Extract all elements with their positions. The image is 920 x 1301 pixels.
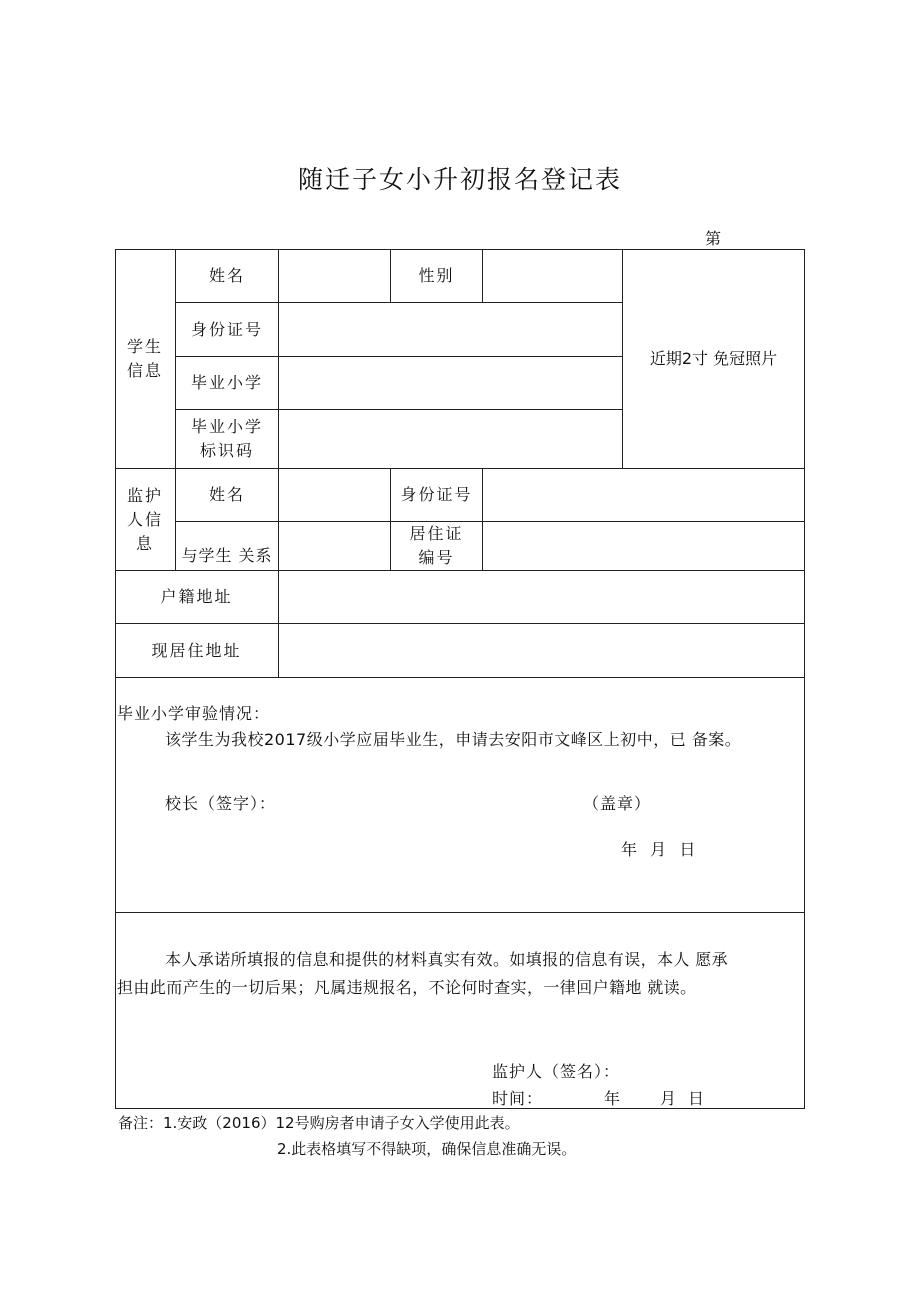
- guardian-section-label: 监护人信息: [126, 485, 163, 553]
- guardian-name-label: 姓名: [208, 485, 245, 504]
- pledge-line2: 担由此而产生的一切后果；凡属违规报名，不论何时查实，一律回户籍地 就读。: [117, 978, 697, 997]
- school-label: 毕业小学: [190, 373, 263, 392]
- student-gender-field[interactable]: [483, 250, 622, 302]
- student-name-label: 姓名: [208, 265, 245, 285]
- seal-label: （盖章）: [583, 794, 652, 813]
- pledge-day-label: 日: [688, 1089, 706, 1108]
- student-gender-label: 性别: [418, 265, 455, 285]
- relation-label: 与学生 关系: [181, 546, 273, 565]
- principal-signature-label: 校长（签字）：: [165, 794, 277, 813]
- school-field[interactable]: [279, 357, 622, 409]
- guardian-id-field[interactable]: [483, 469, 804, 521]
- serial-number-label: 第: [705, 229, 722, 248]
- pledge-year-label: 年: [604, 1089, 622, 1108]
- hukou-address-field[interactable]: [279, 571, 804, 623]
- rule-address-end: [115, 677, 805, 678]
- note-line2: 2.此表格填写不得缺项，确保信息准确无误。: [277, 1140, 577, 1158]
- form-title: 随迁子女小升初报名登记表: [297, 165, 622, 194]
- note-line1: 备注：1.安政（2016）12号购房者申请子女入学使用此表。: [118, 1114, 520, 1132]
- student-name-field[interactable]: [279, 250, 390, 302]
- school-code-field[interactable]: [279, 410, 622, 468]
- photo-placeholder: 近期2寸 免冠照片: [649, 349, 778, 368]
- residence-permit-field[interactable]: [483, 522, 804, 570]
- hukou-address-label: 户籍地址: [160, 587, 233, 606]
- residence-permit-label: 居住证 编号: [409, 524, 464, 567]
- pledge-time-label: 时间：: [492, 1089, 544, 1108]
- current-address-field[interactable]: [279, 624, 804, 677]
- guardian-id-label: 身份证号: [400, 485, 473, 504]
- guardian-signature-label: 监护人（签名）：: [492, 1062, 621, 1081]
- student-section-label: 学生信息: [126, 336, 163, 380]
- student-id-label: 身份证号: [190, 319, 263, 339]
- rule-review-end: [115, 912, 805, 913]
- review-statement: 该学生为我校2017级小学应届毕业生，申请去安阳市文峰区上初中，已 备案。: [165, 730, 742, 749]
- pledge-line1: 本人承诺所填报的信息和提供的材料真实有效。如填报的信息有误，本人 愿承: [165, 950, 729, 969]
- relation-field[interactable]: [279, 522, 390, 570]
- student-id-field[interactable]: [279, 303, 622, 356]
- school-code-label: 毕业小学 标识码: [190, 417, 263, 460]
- registration-form: [115, 249, 805, 1109]
- guardian-name-field[interactable]: [279, 469, 390, 521]
- review-date-label: 年 月 日: [621, 840, 697, 859]
- border-right: [804, 249, 805, 1109]
- pledge-month-label: 月: [660, 1089, 678, 1108]
- review-heading: 毕业小学审验情况：: [117, 704, 271, 723]
- current-address-label: 现居住地址: [151, 640, 242, 660]
